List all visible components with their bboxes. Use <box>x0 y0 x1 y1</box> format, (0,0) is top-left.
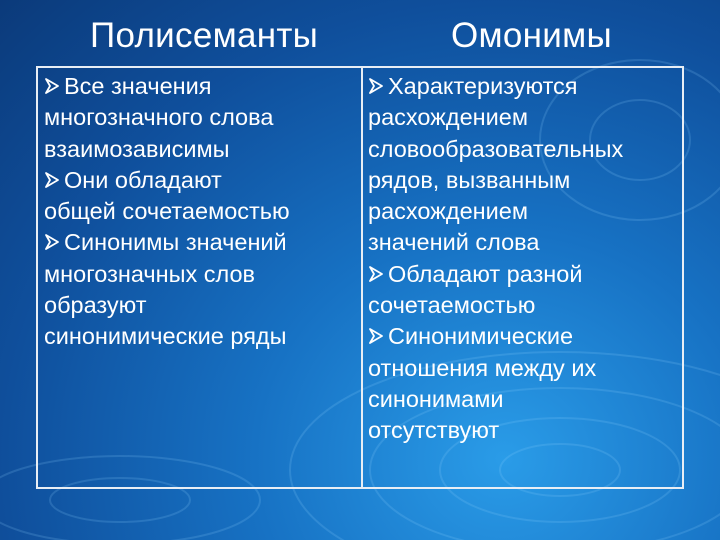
homonyms-line-text: расхождением <box>368 104 529 131</box>
polysemants-line-text: общей сочетаемостью <box>44 198 290 225</box>
homonyms-line-text: словообразовательных <box>368 135 624 162</box>
homonyms-line-text: Синонимические <box>388 323 574 350</box>
polysemants-text-line <box>44 321 354 352</box>
polysemants-bullet-item <box>44 71 354 165</box>
header-polysemants: Полисеманты <box>90 16 319 55</box>
homonyms-line-text: отношения между их <box>368 354 597 381</box>
homonyms-text-line <box>368 384 680 415</box>
homonyms-line-text: расхождением <box>368 198 529 225</box>
homonyms-text-line <box>368 134 680 165</box>
arrowhead-bullet-icon <box>44 231 64 253</box>
homonyms-text-line <box>368 71 680 102</box>
polysemants-line-text: Все значения <box>64 73 212 99</box>
polysemants-column <box>44 71 354 353</box>
homonyms-line-text: отсутствуют <box>368 417 500 444</box>
polysemants-text-line <box>44 71 354 102</box>
homonyms-text-line <box>368 196 680 227</box>
polysemants-text-line <box>44 134 354 165</box>
polysemants-text-line <box>44 102 354 133</box>
homonyms-text-line <box>368 353 680 384</box>
homonyms-line-text: значений слова <box>368 229 540 256</box>
homonyms-column <box>368 71 680 447</box>
homonyms-text-line <box>368 227 680 258</box>
arrowhead-bullet-icon <box>368 263 388 285</box>
homonyms-text-line <box>368 290 680 321</box>
column-divider <box>361 66 363 489</box>
homonyms-text-line <box>368 321 680 352</box>
homonyms-text-line <box>368 102 680 133</box>
polysemants-line-text: многозначных слов <box>44 260 256 287</box>
polysemants-bullet-item <box>44 165 354 228</box>
polysemants-text-line <box>44 196 354 227</box>
polysemants-text-line <box>44 259 354 290</box>
homonyms-bullet-item <box>368 71 680 259</box>
arrowhead-bullet-icon <box>368 75 388 97</box>
polysemants-text-line <box>44 227 354 258</box>
arrowhead-bullet-icon <box>44 75 64 97</box>
homonyms-text-line <box>368 415 680 446</box>
polysemants-line-text: многозначного слова <box>44 104 274 131</box>
homonyms-line-text: рядов, вызванным <box>368 166 571 193</box>
polysemants-line-text: синонимические ряды <box>44 323 287 350</box>
polysemants-line-text: взаимозависимы <box>44 135 230 162</box>
polysemants-text-line <box>44 165 354 196</box>
polysemants-line-text: образуют <box>44 292 147 319</box>
homonyms-bullet-item <box>368 321 680 446</box>
polysemants-text-line <box>44 290 354 321</box>
polysemants-line-text: Синонимы значений <box>64 229 287 256</box>
polysemants-bullet-item <box>44 227 354 352</box>
homonyms-line-text: Обладают разной <box>388 260 583 287</box>
homonyms-text-line <box>368 259 680 290</box>
homonyms-line-text: Характеризуются <box>388 73 578 99</box>
arrowhead-bullet-icon <box>44 169 64 191</box>
polysemants-line-text: Они обладают <box>64 166 222 193</box>
homonyms-bullet-item <box>368 259 680 322</box>
header-homonyms: Омонимы <box>451 16 612 55</box>
homonyms-line-text: сочетаемостью <box>368 292 536 319</box>
homonyms-text-line <box>368 165 680 196</box>
arrowhead-bullet-icon <box>368 325 388 347</box>
homonyms-line-text: синонимами <box>368 385 504 412</box>
